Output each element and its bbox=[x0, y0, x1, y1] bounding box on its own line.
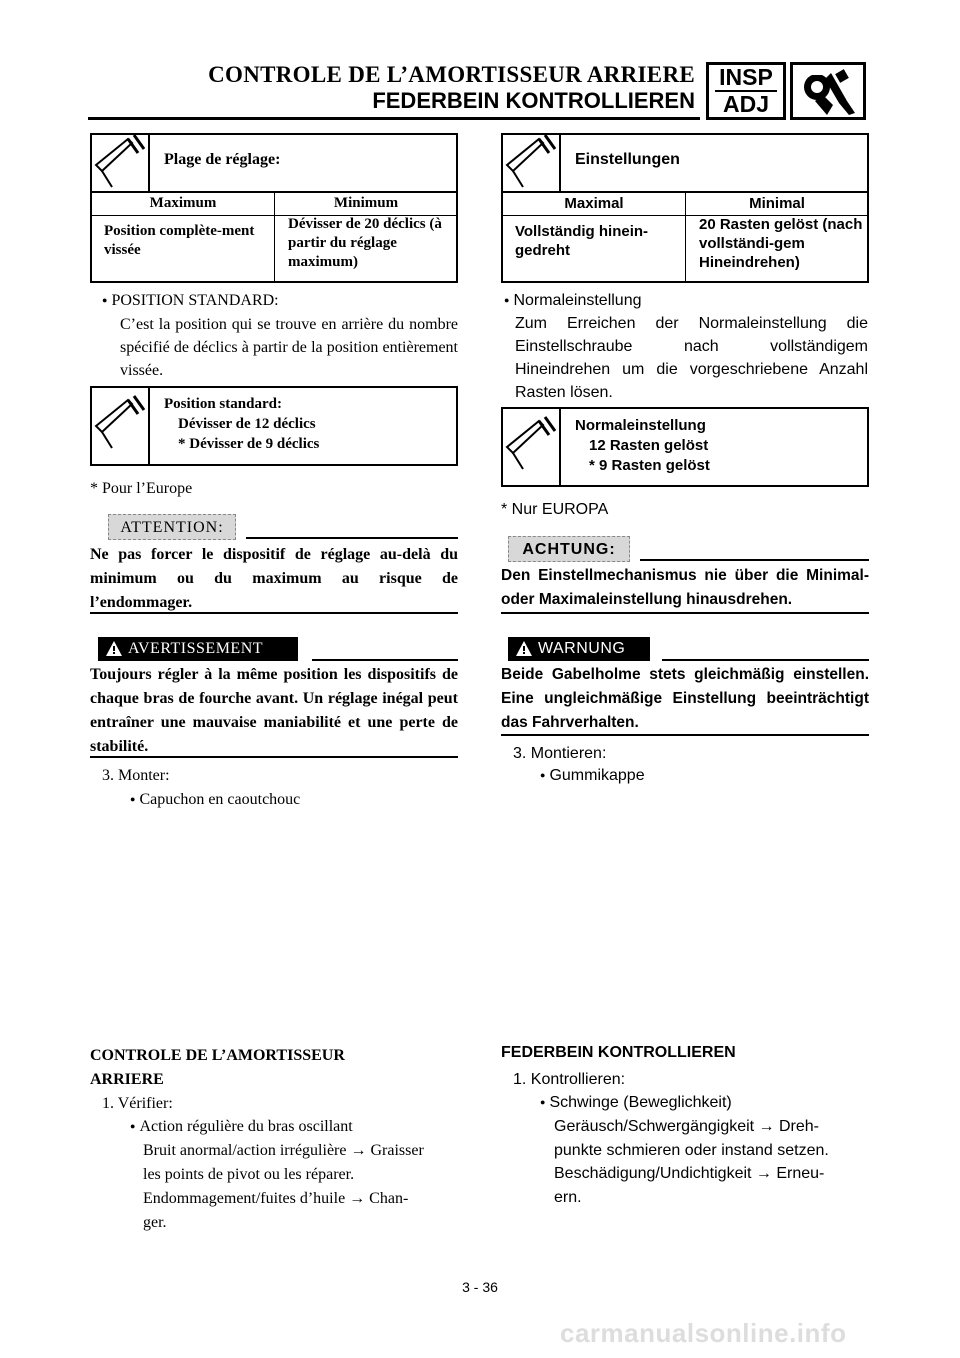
section-title-fr bbox=[90, 1044, 345, 1092]
insp-adj-badge bbox=[706, 62, 786, 120]
std-line1: 12 Rasten gelöst bbox=[589, 437, 709, 454]
col-min: Minimum bbox=[333, 195, 399, 211]
step1-de: 1. Kontrollieren: bbox=[513, 1071, 626, 1088]
caliper-icon bbox=[503, 135, 561, 191]
wrench-screwdriver-icon bbox=[790, 62, 866, 120]
std-line2: * Dévisser de 9 déclics bbox=[178, 436, 320, 452]
warning-rule bbox=[662, 659, 869, 661]
spec-title: Plage de réglage: bbox=[164, 151, 281, 168]
step3-de: 3. Montieren: bbox=[513, 745, 607, 762]
attention-end-rule bbox=[90, 612, 458, 614]
watermark: carmanualsonline.info bbox=[560, 1318, 847, 1348]
attention-text-de: Den Einstellmechanismus nie über die Minimal- oder Maximaleinstellung hinausdrehen. bbox=[501, 567, 869, 608]
section-title-de: FEDERBEIN KONTROLLIEREN bbox=[501, 1044, 736, 1061]
europe-note-fr: * Pour l’Europe bbox=[90, 480, 193, 497]
warning-label-text: WARNUNG bbox=[538, 640, 626, 657]
min-value: Dévisser de 20 déclics (à partir du réglage maximum) bbox=[288, 216, 442, 270]
standard-bullet-de bbox=[504, 289, 642, 314]
warning-triangle-icon bbox=[516, 641, 532, 656]
header-title-de: FEDERBEIN KONTROLLIEREN bbox=[372, 88, 695, 113]
standard-bullet-label: POSITION STANDARD: bbox=[111, 292, 279, 309]
europe-note-de: * Nur EUROPA bbox=[501, 501, 609, 518]
warning-text-de: Beide Gabelholme stets gleichmäßig einstellen. Eine ungleichmäßige Einstellung beeinträchtigt das Fahrverhalten. bbox=[501, 666, 869, 731]
step3-item-de bbox=[540, 764, 645, 789]
warning-triangle-icon bbox=[106, 641, 122, 656]
std-line2: * 9 Rasten gelöst bbox=[589, 457, 710, 474]
standard-box-fr bbox=[90, 386, 458, 466]
badge-top: INSP bbox=[715, 65, 777, 92]
attention-label-fr: ATTENTION: bbox=[108, 514, 236, 540]
warning-label-text: AVERTISSEMENT bbox=[128, 640, 264, 657]
step3-item-fr bbox=[130, 788, 300, 813]
step3-item-label: Capuchon en caoutchouc bbox=[139, 791, 301, 808]
attention-label-de: ACHTUNG: bbox=[508, 536, 630, 562]
caliper-icon bbox=[92, 135, 150, 191]
col-max: Maximal bbox=[564, 195, 624, 212]
step1-line: Beschädigung/Undichtigkeit → Erneu- bbox=[554, 1165, 825, 1182]
step1-detail-fr bbox=[143, 1139, 461, 1235]
warning-rule bbox=[312, 659, 458, 661]
step3-fr: 3. Monter: bbox=[102, 767, 170, 784]
step1-item-label: Action régulière du bras oscillant bbox=[139, 1118, 353, 1135]
step1-item-fr bbox=[130, 1115, 353, 1140]
section-title-fr-l1: CONTROLE DE L’AMORTISSEUR bbox=[90, 1047, 345, 1064]
attention-rule bbox=[640, 559, 869, 561]
caliper-icon bbox=[92, 388, 150, 464]
std-title: Position standard: bbox=[164, 396, 282, 412]
warning-label-de bbox=[508, 637, 650, 661]
page-number: 3 - 36 bbox=[462, 1279, 498, 1295]
spec-box-range-fr bbox=[90, 133, 458, 283]
step1-item-label: Schwinge (Beweglichkeit) bbox=[549, 1094, 732, 1111]
step1-line: Geräusch/Schwergängigkeit → Dreh- bbox=[554, 1118, 820, 1135]
standard-text-fr: C’est la position qui se trouve en arrière du nombre spécifié de déclics à partir de la position entièrement vissée. bbox=[120, 316, 458, 379]
step1-line: ger. bbox=[143, 1214, 167, 1231]
min-value: 20 Rasten gelöst (nach vollständi-gem Hineindrehen) bbox=[699, 216, 863, 271]
max-value: Vollständig hinein-gedreht bbox=[515, 223, 649, 259]
standard-text-de: Zum Erreichen der Normaleinstellung die Einstellschraube nach vollständigem Hineindrehen um die vorgeschriebene Anzahl Rasten lösen. bbox=[515, 315, 868, 401]
warning-end-rule bbox=[501, 734, 869, 736]
step1-line: punkte schmieren oder instand setzen. bbox=[554, 1141, 829, 1159]
step1-item-de bbox=[540, 1091, 732, 1116]
attention-text-fr: Ne pas forcer le dispositif de réglage au-delà du minimum ou du maximum au risque de l’endommager. bbox=[90, 546, 458, 611]
step1-line: Endommagement/fuites d’huile → Chan- bbox=[143, 1190, 409, 1207]
step1-line: les points de pivot ou les réparer. bbox=[143, 1166, 355, 1183]
attention-end-rule bbox=[501, 612, 869, 614]
std-title: Normaleinstellung bbox=[575, 417, 706, 434]
header-title-fr: CONTROLE DE L’AMORTISSEUR ARRIERE bbox=[208, 62, 695, 87]
col-max: Maximum bbox=[149, 195, 217, 211]
spec-title: Einstellungen bbox=[575, 151, 680, 168]
col-min: Minimal bbox=[749, 195, 805, 212]
attention-rule bbox=[246, 537, 458, 539]
max-value: Position complète-ment vissée bbox=[104, 223, 255, 258]
spec-box-range-de bbox=[501, 133, 869, 283]
step3-item-label: Gummikappe bbox=[549, 767, 645, 784]
standard-box-de bbox=[501, 407, 869, 487]
section-title-fr-l2: ARRIERE bbox=[90, 1071, 164, 1088]
step1-detail-de bbox=[554, 1115, 869, 1209]
spec-divider bbox=[274, 191, 275, 281]
standard-bullet-label: Normaleinstellung bbox=[513, 292, 642, 309]
caliper-icon bbox=[503, 409, 561, 485]
std-line1: Dévisser de 12 déclics bbox=[178, 416, 316, 432]
standard-bullet-fr bbox=[102, 289, 279, 314]
header-rule bbox=[88, 117, 700, 120]
spec-divider bbox=[685, 191, 686, 281]
step1-fr: 1. Vérifier: bbox=[102, 1095, 173, 1112]
step1-line: Bruit anormal/action irrégulière → Graisser bbox=[143, 1142, 424, 1159]
warning-label-fr bbox=[98, 637, 298, 661]
warning-text-fr: Toujours régler à la même position les dispositifs de chaque bras de fourche avant. Un réglage inégal peut entraîner une mauvaise maniabilité et une perte de stabilité. bbox=[90, 666, 458, 755]
warning-end-rule bbox=[90, 756, 458, 758]
badge-bottom: ADJ bbox=[722, 91, 769, 117]
step1-line: ern. bbox=[554, 1188, 582, 1206]
